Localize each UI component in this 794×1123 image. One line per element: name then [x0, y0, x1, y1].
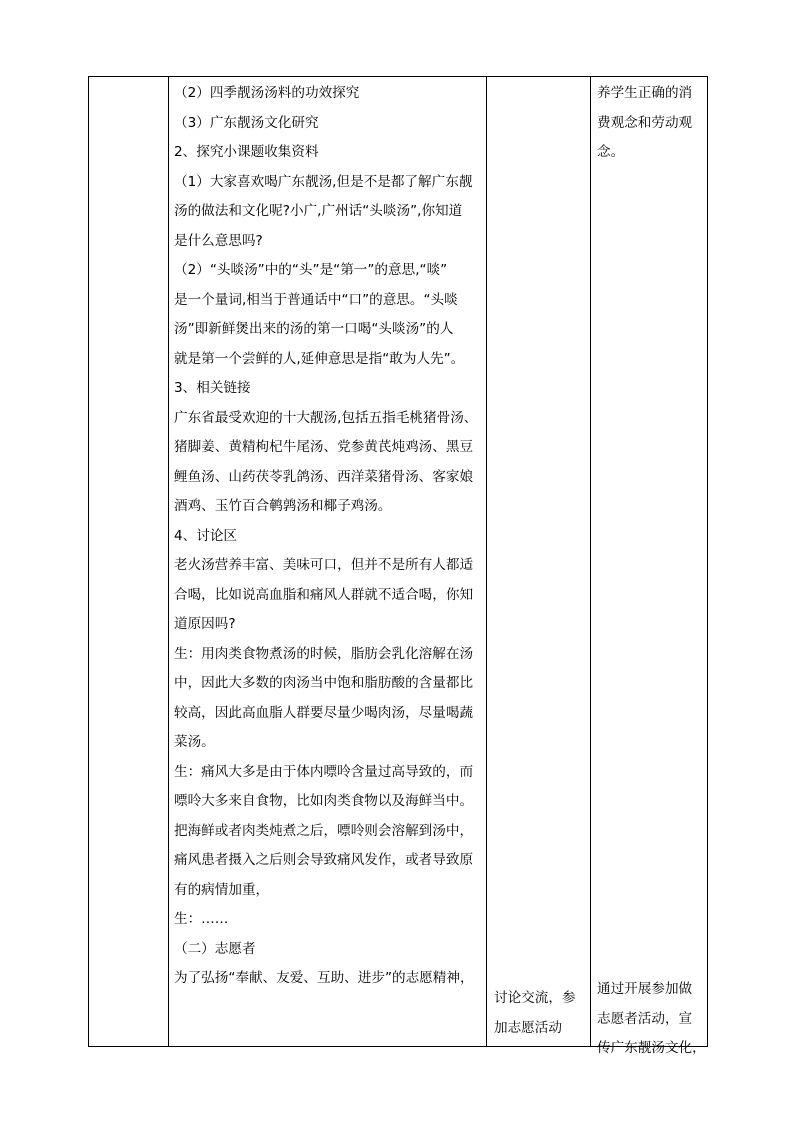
activity-line: 讨论交流，参 — [494, 990, 576, 1006]
content-line: 3、相关链接 — [174, 380, 251, 396]
content-line: 道原因吗? — [174, 616, 236, 632]
content-line: 有的病情加重， — [174, 881, 270, 898]
content-line: 猪脚姜、黄精枸杞牛尾汤、党参黄芪炖鸡汤、黑豆 — [174, 439, 474, 455]
content-line: 为了弘扬“奉献、友爱、互助、进步”的志愿精神， — [174, 970, 474, 986]
content-line: 生：痛风大多是由于体内嘌呤含量过高导致的，而 — [174, 763, 474, 780]
content-line: 痛风患者摄入之后则会导致痛风发作，或者导致原 — [174, 852, 474, 868]
lesson-plan-table — [88, 76, 708, 1056]
content-line: 汤的做法和文化呢?小广,广州话“头啖汤”,你知道 — [174, 203, 463, 219]
content-line: （2）四季靓汤汤料的功效探究 — [174, 85, 360, 101]
content-line: 生：…… — [174, 911, 229, 927]
content-line: （二）志愿者 — [174, 940, 256, 957]
content-line: （1）大家喜欢喝广东靓汤,但是不是都了解广东靓 — [174, 173, 473, 190]
intent-line: 养学生正确的消 — [597, 85, 693, 101]
student-activity-cell — [487, 77, 583, 1046]
column-stage-cell — [89, 77, 168, 1046]
intent-line: 志愿者活动，宣 — [597, 1010, 693, 1027]
content-line: 广东省最受欢迎的十大靓汤,包括五指毛桃猪骨汤、 — [174, 409, 478, 426]
content-line: 酒鸡、玉竹百合鹌鹑汤和椰子鸡汤。 — [174, 498, 392, 514]
content-line: 4、讨论区 — [174, 527, 238, 544]
content-line: 鲤鱼汤、山药茯苓乳鸽汤、西洋菜猪骨汤、客家娘 — [174, 468, 474, 485]
teaching-content-cell — [169, 77, 487, 1046]
content-line: 把海鲜或者肉类炖煮之后，嘌呤则会溶解到汤中， — [174, 822, 474, 839]
content-line: 汤”即新鲜煲出来的汤的第一口喝“头啖汤”的人 — [174, 321, 454, 337]
content-line: 嘌呤大多来自食物，比如肉类食物以及海鲜当中。 — [174, 793, 474, 809]
content-line: 生：用肉类食物煮汤的时候，脂肪会乳化溶解在汤 — [174, 645, 474, 662]
design-intent-cell — [591, 77, 709, 1056]
intent-line: 传广东靓汤文化， — [597, 1040, 706, 1056]
content-line: 就是第一个尝鲜的人,延伸意思是指“敢为人先”。 — [174, 350, 465, 367]
content-line: 老火汤营养丰富、美味可口，但并不是所有人都适 — [174, 557, 474, 573]
intent-line: 费观念和劳动观 — [597, 114, 693, 131]
content-line: 是什么意思吗? — [174, 232, 263, 249]
intent-line: 通过开展参加做 — [597, 981, 693, 997]
content-line: （3）广东靓汤文化研究 — [174, 114, 319, 131]
content-line: 中，因此大多数的肉汤当中饱和脂肪酸的含量都比 — [174, 675, 474, 691]
content-line: 较高，因此高血脂人群要尽量少喝肉汤，尽量喝蔬 — [174, 704, 474, 721]
intent-line: 念。 — [597, 144, 625, 160]
content-line: 合喝，比如说高血脂和痛风人群就不适合喝，你知 — [174, 586, 474, 603]
content-line: 菜汤。 — [174, 734, 215, 750]
content-line: 是一个量词,相当于普通话中“口”的意思。“头啖 — [174, 291, 458, 308]
content-line: 2、探究小课题收集资料 — [174, 144, 319, 160]
content-line: （2）“头啖汤”中的“头”是“第一”的意思,“啖” — [174, 262, 448, 278]
activity-line: 加志愿活动 — [494, 1019, 562, 1036]
